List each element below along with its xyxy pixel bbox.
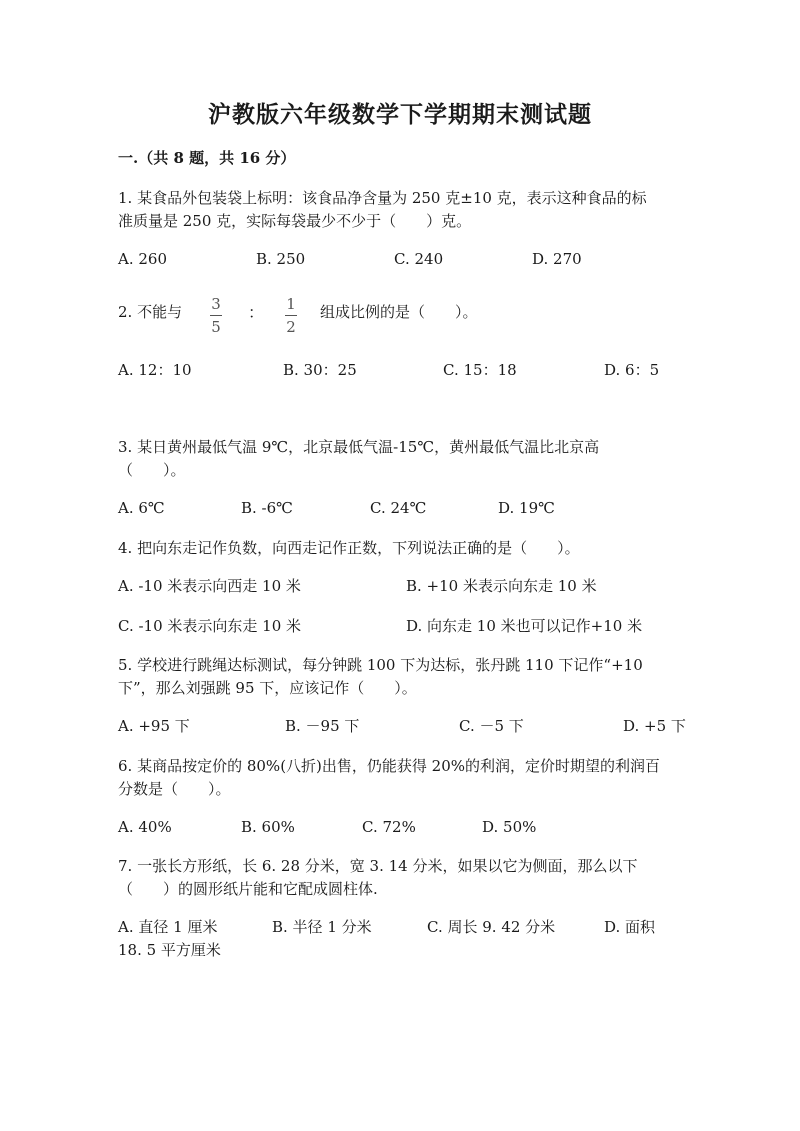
question-3-line-2: （ ）。 [118, 461, 186, 479]
question-2-option-c[interactable]: C. 15：18 [443, 361, 517, 379]
fraction-numerator: 1 [286, 295, 296, 313]
question-6-line-1: 6. 某商品按定价的 80%(八折)出售，仍能获得 20%的利润，定价时期望的利润百 [118, 757, 661, 775]
fraction-denominator: 5 [211, 318, 221, 336]
question-2-option-d[interactable]: D. 6：5 [604, 361, 660, 379]
question-3-option-d[interactable]: D. 19℃ [498, 499, 555, 517]
question-4-option-a[interactable]: A. -10 米表示向西走 10 米 [118, 577, 301, 595]
question-6-option-a[interactable]: A. 40% [118, 818, 172, 836]
question-1-option-d[interactable]: D. 270 [532, 250, 582, 268]
question-6-option-d[interactable]: D. 50% [482, 818, 537, 836]
question-4-option-b[interactable]: B. +10 米表示向东走 10 米 [406, 577, 597, 595]
question-4-line-1: 4. 把向东走记作负数，向西走记作正数，下列说法正确的是（ ）。 [118, 539, 580, 557]
fraction-bar [210, 315, 222, 316]
question-3-option-b[interactable]: B. -6℃ [241, 499, 293, 517]
question-4-option-d[interactable]: D. 向东走 10 米也可以记作+10 米 [406, 617, 643, 635]
question-2-option-b[interactable]: B. 30：25 [283, 361, 357, 379]
question-2-option-a[interactable]: A. 12：10 [118, 361, 192, 379]
question-4-option-c[interactable]: C. -10 米表示向东走 10 米 [118, 617, 302, 635]
question-7-line-2: （ ）的圆形纸片能和它配成圆柱体. [118, 880, 378, 898]
question-3-option-a[interactable]: A. 6℃ [118, 499, 165, 517]
question-6-line-2: 分数是（ ）。 [118, 780, 231, 798]
question-3-line-1: 3. 某日黄州最低气温 9℃，北京最低气温-15℃，黄州最低气温比北京高 [118, 438, 600, 456]
question-7-option-d[interactable]: D. 面积 [604, 918, 656, 936]
question-1-option-a[interactable]: A. 260 [118, 250, 167, 268]
question-5-option-c[interactable]: C. －5 下 [459, 717, 524, 735]
fraction-denominator: 2 [286, 318, 296, 336]
question-2-prefix: 2. 不能与 [118, 303, 183, 321]
question-7-line-1: 7. 一张长方形纸，长 6. 28 分米，宽 3. 14 分米，如果以它为侧面，那么以下 [118, 857, 638, 875]
question-7-option-a[interactable]: A. 直径 1 厘米 [118, 918, 218, 936]
ratio-colon: ： [248, 303, 265, 322]
question-1-option-b[interactable]: B. 250 [256, 250, 306, 268]
question-6-option-c[interactable]: C. 72% [362, 818, 416, 836]
question-7-option-c[interactable]: C. 周长 9. 42 分米 [427, 918, 556, 936]
fraction-3-5 [210, 295, 222, 336]
question-6-option-b[interactable]: B. 60% [241, 818, 295, 836]
question-5-option-a[interactable]: A. +95 下 [118, 717, 190, 735]
question-3-option-c[interactable]: C. 24℃ [370, 499, 427, 517]
fraction-bar [285, 315, 297, 316]
question-5-line-1: 5. 学校进行跳绳达标测试，每分钟跳 100 下为达标，张丹跳 110 下记作“+10 [118, 656, 643, 674]
section-heading: 一.（共 8 题，共 16 分） [118, 149, 296, 167]
page-title: 沪教版六年级数学下学期期末测试题 [208, 101, 592, 128]
question-2-suffix: 组成比例的是（ ）。 [320, 303, 478, 321]
question-5-option-b[interactable]: B. －95 下 [285, 717, 360, 735]
fraction-1-2 [285, 295, 297, 336]
question-7-option-b[interactable]: B. 半径 1 分米 [272, 918, 372, 936]
fraction-numerator: 3 [211, 295, 221, 313]
question-1-line-1: 1. 某食品外包装袋上标明：该食品净含量为 250 克±10 克，表示这种食品的标 [118, 189, 647, 207]
question-5-line-2: 下”，那么刘强跳 95 下，应该记作（ ）。 [118, 679, 417, 697]
question-5-option-d[interactable]: D. +5 下 [623, 717, 686, 735]
question-1-option-c[interactable]: C. 240 [394, 250, 444, 268]
question-1-line-2: 准质量是 250 克，实际每袋最少不少于（ ）克。 [118, 212, 472, 230]
question-7-option-d-continued[interactable]: 18. 5 平方厘米 [118, 941, 221, 959]
